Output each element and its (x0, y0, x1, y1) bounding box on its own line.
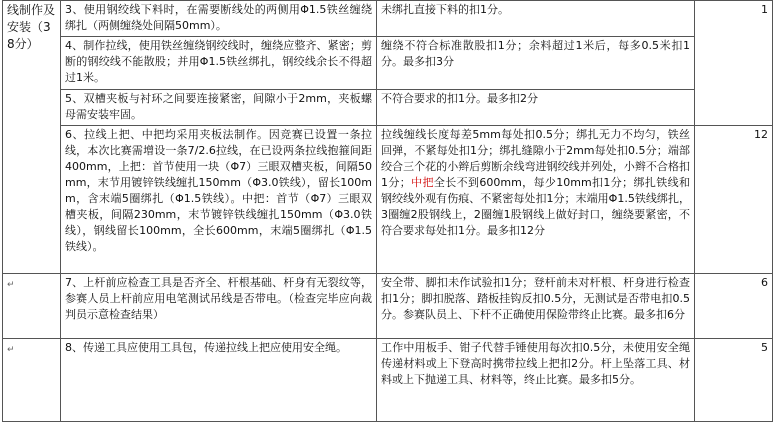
category-cell (3, 1, 61, 274)
requirement-text: 7、上杆前应检查工具是否齐全、杆根基础、杆身有无裂纹等，参赛人员上杆前应用电笔测试吊线是否带电。（检查完毕应向裁判员示意检查结果） (65, 276, 372, 321)
points-value: 6 (761, 276, 768, 289)
points-value: 5 (761, 341, 768, 354)
requirement-cell (61, 90, 377, 126)
points-cell (695, 1, 773, 126)
paragraph-mark: ↵ (7, 280, 15, 290)
table-row (3, 90, 773, 126)
table-row (3, 126, 773, 274)
deduction-text: 不符合要求的扣1分。最多扣2分 (381, 92, 538, 105)
highlighted-term: 中把 (410, 176, 434, 189)
category-label: 线制作及安装（38分） (7, 3, 56, 51)
category-cell (3, 339, 61, 422)
requirement-text: 4、制作拉线，使用铁丝缠绕钢绞线时，缠绕应整齐、紧密；剪断的钢绞线不能散股；并用Φ1.5铁丝绑扎，钢绞线余长不得超过1米。 (65, 39, 372, 84)
points-cell (695, 274, 773, 339)
category-cell (3, 274, 61, 339)
deduction-text-part: 全长不到600mm，每少10mm扣1分；绑扎铁线和钢绞线外观有伤痕、不紧密每处扣1分；末端用Φ1.5铁线绑扎，3圈缠2股钢线上，2圈缠1股钢线上做好封口，缠绕要紧密，不符合要求每处扣1分。最多扣12分 (381, 176, 691, 237)
requirement-text: 3、使用钢绞线下料时，在需要断线处的两侧用Φ1.5铁丝缠绕绑扎（两侧缠绕处间隔50mm）。 (65, 3, 372, 32)
requirement-text: 6、拉线上把、中把均采用夹板法制作。因竞赛已设置一条拉线，本次比赛需增设一条7/2.6拉线，在已设两条拉线抱箍间距400mm，上把：首节使用一块（Φ7）三眼双槽夹板，间隔50mm，末节用镀锌铁线缠扎150mm（Φ3.0铁线），留长100mm，含末端5圈绑扎（Φ1.5铁线）。中把：首节（Φ7）三眼双槽夹板，间隔230mm，末节镀锌铁线缠扎150mm（Φ3.0铁线），钢线留长100mm，全长600mm，末端5圈绑扎（Φ1.5铁线）。 (65, 128, 372, 253)
deduction-cell (377, 90, 695, 126)
table-row (3, 37, 773, 90)
scoring-table (2, 0, 773, 422)
deduction-text: 缠绕不符合标准散股扣1分；余料超过1米后，每多0.5米扣1分。最多扣3分 (381, 39, 690, 68)
table-row (3, 1, 773, 37)
deduction-text: 工作中用板手、钳子代替手锤使用每次扣0.5分，未使用安全绳传递材料或上下登高时携带拉线上把扣2分。杆上坠落工具、材料或上下抛递工具、材料等，终止比赛。最多扣5分。 (381, 341, 690, 386)
deduction-cell (377, 339, 695, 422)
requirement-cell (61, 37, 377, 90)
deduction-text: 未绑扎直接下料的扣1分。 (381, 3, 509, 16)
requirement-cell (61, 126, 377, 274)
table-row (3, 274, 773, 339)
deduction-cell (377, 126, 695, 274)
requirement-cell (61, 274, 377, 339)
requirement-text: 8、传递工具应使用工具包，传递拉线上把应使用安全绳。 (65, 341, 347, 354)
points-value: 1 (761, 3, 768, 16)
paragraph-mark: ↵ (7, 345, 15, 355)
points-value: 12 (754, 128, 768, 141)
deduction-cell (377, 274, 695, 339)
deduction-cell (377, 1, 695, 37)
table-row (3, 339, 773, 422)
deduction-cell (377, 37, 695, 90)
points-cell (695, 126, 773, 274)
requirement-cell (61, 1, 377, 37)
deduction-text: 安全带、脚扣未作试验扣1分；登杆前未对杆根、杆身进行检查扣1分；脚扣脱落、踏板挂钩反扣0.5分，无测试是否带电扣0.5分。参赛队员上、下杆不正确使用保险带终止比赛。最多扣6分 (381, 276, 690, 321)
deduction-text-part: 拉线缠线长度每差5mm每处扣0.5分；绑扎无力不均匀，铁丝回弹，不紧每处扣1分；绑扎缝隙小于2mm每处扣0.5分；端部绞合三个花的小辫后剪断余线弯进钢绞线并列处，小辫不合格扣1分； (381, 128, 690, 189)
points-cell (695, 339, 773, 422)
requirement-cell (61, 339, 377, 422)
requirement-text: 5、双槽夹板与衬环之间要连接紧密，间隙小于2mm，夹板螺母需安装牢固。 (65, 92, 372, 121)
